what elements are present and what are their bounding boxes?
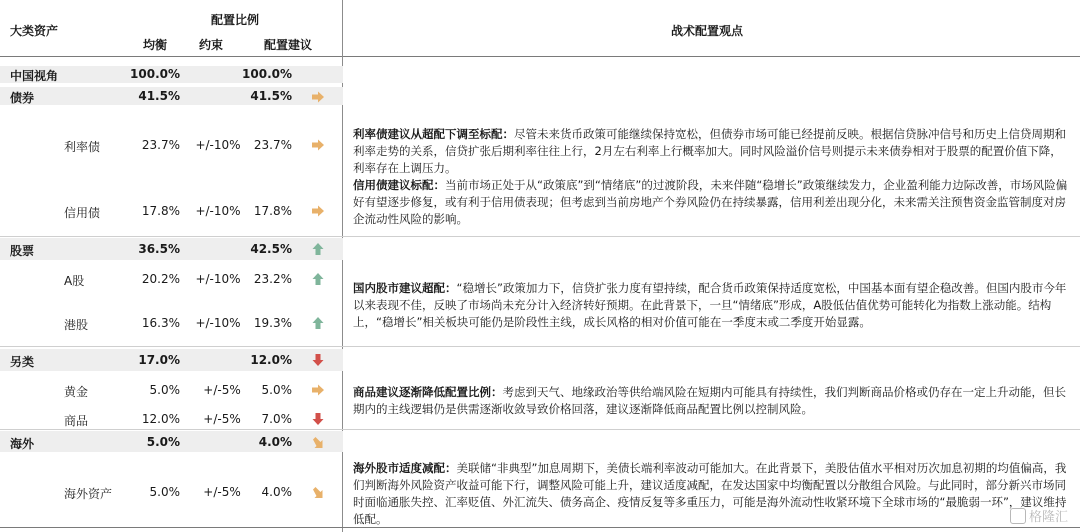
view-equity (353, 280, 1071, 331)
row-balanced-rate-bonds: 23.7% (141, 138, 180, 152)
watermark-logo (1010, 506, 1068, 525)
row-constraint-credit-bonds: +/-10% (195, 204, 241, 218)
row-name-equity: 股票 (10, 244, 35, 258)
view-rate-bonds-lead: 利率债建议从超配下调至标配： (353, 127, 514, 141)
row-suggested-overseas: 4.0% (258, 435, 292, 449)
watermark-text: 格隆汇 (1029, 510, 1069, 525)
right-arrow-icon (311, 138, 325, 152)
view-credit-bonds (353, 177, 1071, 228)
view-rate-bonds-text: 尽管未来货币政策可能继续保持宽松，但债券市场可能已经提前反映。根据信贷脉冲信号和历史上信贷周期和利率走势的关系，信贷扩张后期利率往往上行，2月左右利率上行概率加大。同时风险溢价信号则提示未来债券相对于股票的配置价值下降，利率存在上调压力。 (353, 127, 1066, 175)
up-arrow-icon (311, 242, 325, 256)
row-suggested-credit-bonds: 17.8% (253, 204, 292, 218)
row-name-hk-shares: 港股 (64, 318, 89, 332)
row-suggested-gold: 5.0% (261, 383, 292, 397)
right-arrow-icon (311, 383, 325, 397)
row-suggested-hk-shares: 19.3% (253, 316, 292, 330)
view-overseas-lead: 海外股市适度减配： (353, 461, 457, 475)
header-constraint: 约束 (199, 38, 224, 52)
row-suggested-alternatives: 12.0% (250, 353, 292, 367)
row-suggested-china: 100.0% (242, 67, 292, 81)
header-rule (0, 56, 1080, 57)
view-overseas-text: 美联储“非典型”加息周期下，美债长端利率波动可能加大。在此背景下，美股估值水平相对历次加息初期的均值偏高，我们判断海外风险资产收益可能下行，调整风险可能上升，建议适度减配，在发达国家中均衡配置以分散组合风险。与此同时，部分新兴市场同时面临通胀失控、汇率贬值、外汇流失、债务高企、疫情反复等多重压力，可能是海外流动性收紧环境下全球市场的“最脆弱一环”，建议维持低配。 (353, 461, 1067, 526)
row-name-bonds: 债券 (10, 91, 35, 105)
row-suggested-rate-bonds: 23.7% (253, 138, 292, 152)
header-balanced: 均衡 (143, 38, 168, 52)
view-commodities-text: 考虑到天气、地缘政治等供给端风险在短期内可能具有持续性，我们判断商品价格或仍存在一定上升动能，但长期内的主线逻辑仍是供需逐渐收敛导致价格回落，建议逐渐降低商品配置比例以控制风险。 (353, 385, 1066, 416)
row-balanced-gold: 5.0% (149, 383, 180, 397)
row-constraint-commodities: +/-5% (203, 412, 241, 426)
header-suggested: 配置建议 (264, 38, 313, 52)
view-commodities-lead: 商品建议逐渐降低配置比例： (353, 385, 503, 399)
view-credit-bonds-text: 当前市场正处于从“政策底”到“情绪底”的过渡阶段，未来伴随“稳增长”政策继续发力，企业盈利能力边际改善，市场风险偏好有望逐步修复，或有利于信用债表现；但考虑到当前房地产个券风险仍在持续暴露，信用利差出现分化，未来需关注预售资金监管制度对房企流动性风险的影响。 (353, 178, 1068, 226)
up-arrow-icon (311, 272, 325, 286)
row-name-china: 中国视角 (10, 69, 59, 83)
header-tactical-view: 战术配置观点 (671, 24, 744, 38)
down-right-arrow-icon (311, 435, 325, 449)
row-suggested-overseas-assets: 4.0% (261, 485, 292, 499)
row-constraint-hk-shares: +/-10% (195, 316, 241, 330)
row-name-commodities: 商品 (64, 414, 89, 428)
view-equity-text: “稳增长”政策加力下，信贷扩张力度有望持续，配合货币政策保持适度宽松，中国基本面有望企稳改善。但国内股市今年以来表现不佳，反映了市场尚未充分计入经济转好预期。在此背景下，一旦“情绪底”形成，A股低估值优势可能转化为指数上涨动能。结构上，“稳增长”相关板块可能仍是阶段性主线，成长风格的相对价值可能在一季度末或二季度开始显露。 (353, 281, 1067, 329)
view-rate-bonds (353, 126, 1071, 177)
view-commodities (353, 384, 1071, 418)
row-name-overseas-assets: 海外资产 (64, 487, 113, 501)
row-constraint-overseas-assets: +/-5% (203, 485, 241, 499)
row-balanced-commodities: 12.0% (141, 412, 180, 426)
right-arrow-icon (311, 90, 325, 104)
up-arrow-icon (311, 316, 325, 330)
view-equity-lead: 国内股市建议超配： (353, 281, 457, 295)
row-name-a-shares: A股 (64, 274, 85, 288)
row-name-rate-bonds: 利率债 (64, 140, 101, 154)
row-balanced-bonds: 41.5% (138, 89, 180, 103)
row-suggested-a-shares: 23.2% (253, 272, 292, 286)
view-overseas (353, 460, 1071, 528)
separator (0, 429, 1080, 430)
header-asset-class: 大类资产 (10, 24, 59, 38)
row-name-gold: 黄金 (64, 385, 89, 399)
row-balanced-a-shares: 20.2% (141, 272, 180, 286)
row-constraint-a-shares: +/-10% (195, 272, 241, 286)
row-name-alternatives: 另类 (10, 355, 35, 369)
row-balanced-hk-shares: 16.3% (141, 316, 180, 330)
row-suggested-equity: 42.5% (250, 242, 292, 256)
view-credit-bonds-lead: 信用债建议标配： (353, 178, 445, 192)
row-balanced-china: 100.0% (130, 67, 180, 81)
row-name-credit-bonds: 信用债 (64, 206, 101, 220)
down-arrow-icon (311, 353, 325, 367)
row-balanced-alternatives: 17.0% (138, 353, 180, 367)
row-constraint-rate-bonds: +/-10% (195, 138, 241, 152)
row-balanced-overseas: 5.0% (146, 435, 180, 449)
down-arrow-icon (311, 412, 325, 426)
row-balanced-credit-bonds: 17.8% (141, 204, 180, 218)
row-name-overseas: 海外 (10, 437, 35, 451)
separator (0, 346, 1080, 347)
row-suggested-commodities: 7.0% (261, 412, 292, 426)
separator (0, 236, 1080, 237)
row-suggested-bonds: 41.5% (250, 89, 292, 103)
logo-icon (1010, 508, 1026, 524)
row-balanced-overseas-assets: 5.0% (149, 485, 180, 499)
right-arrow-icon (311, 204, 325, 218)
down-right-arrow-icon (311, 485, 325, 499)
row-constraint-gold: +/-5% (203, 383, 241, 397)
header-alloc-ratio: 配置比例 (211, 13, 260, 27)
row-balanced-equity: 36.5% (138, 242, 180, 256)
